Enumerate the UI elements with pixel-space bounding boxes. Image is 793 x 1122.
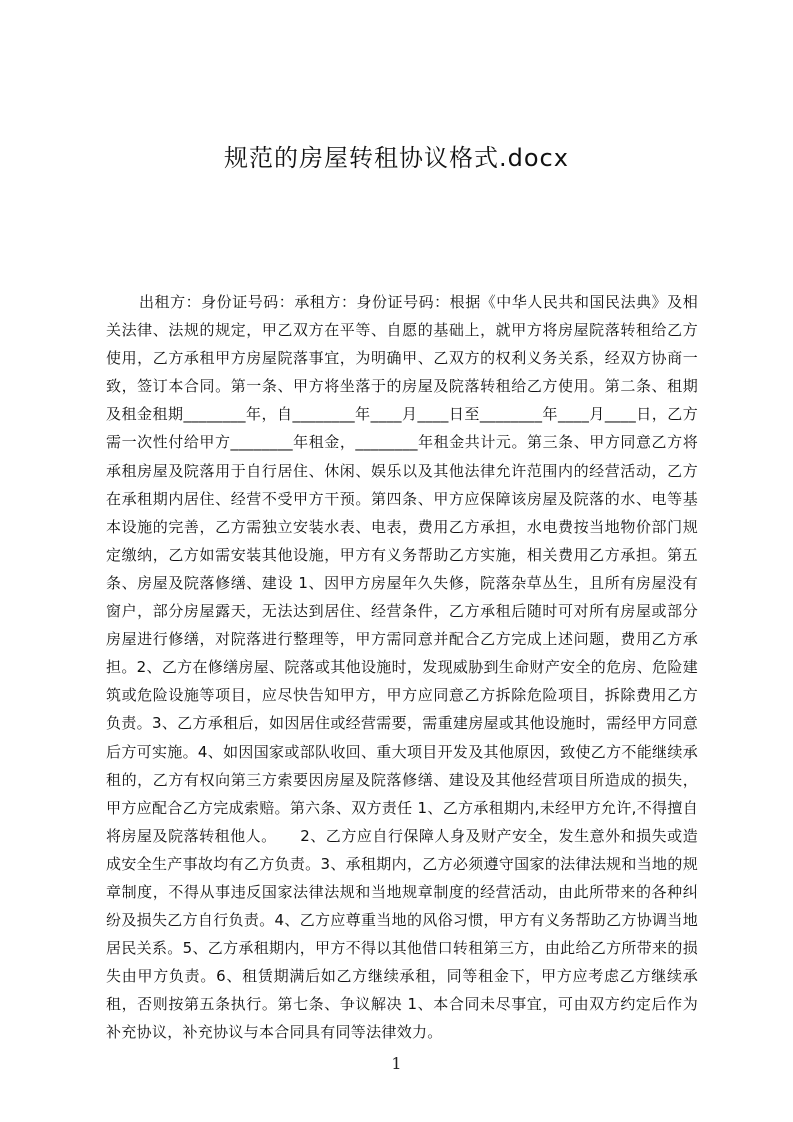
document-title: 规范的房屋转租协议格式.docx [224, 144, 569, 172]
document-body-text: 出租方：身份证号码：承租方：身份证号码：根据《中华人民共和国民法典》及相关法律、法规的规定，甲乙双方在平等、自愿的基础上，就甲方将房屋院落转租给乙方使用，乙方承租甲方房屋院落事宜，为明确甲、乙双方的权利义务关系，经双方协商一致，签订本合同。第一条、甲方将坐落于的房屋及院落转租给乙方使用。第二条、租期及租金租期________年，自________年____月____日至________年____月____日，乙方需一次性付给甲方________年租金，________年租金共计元。第三条、甲方同意乙方将承租房屋及院落用于自行居住、休闲、娱乐以及其他法律允许范围内的经营活动，乙方在承租期内居住、经营不受甲方干预。第四条、甲方应保障该房屋及院落的水、电等基本设施的完善，乙方需独立安装水表、电表，费用乙方承担，水电费按当地物价部门规定缴纳，乙方如需安装其他设施，甲方有义务帮助乙方实施，相关费用乙方承担。第五条、房屋及院落修缮、建设 1、因甲方房屋年久失修，院落杂草丛生，且所有房屋没有窗户，部分房屋露天，无法达到居住、经营条件，乙方承租后随时可对所有房屋或部分房屋进行修缮，对院落进行整理等，甲方需同意并配合乙方完成上述问题，费用乙方承担。2、乙方在修缮房屋、院落或其他设施时，发现威胁到生命财产安全的危房、危险建筑或危险设施等项目，应尽快告知甲方，甲方应同意乙方拆除危险项目，拆除费用乙方负责。3、乙方承租后，如因居住或经营需要，需重建房屋或其他设施时，需经甲方同意后方可实施。4、如因国家或部队收回、重大项目开发及其他原因，致使乙方不能继续承租的，乙方有权向第三方索要因房屋及院落修缮、建设及其他经营项目所造成的损失，甲方应配合乙方完成索赔。第六条、双方责任 1、乙方承租期内,未经甲方允许,不得擅自将房屋及院落转租他人。 2、乙方应自行保障人身及财产安全，发生意外和损失或造成安全生产事故均有乙方负责。3、承租期内，乙方必须遵守国家的法律法规和当地的规章制度，不得从事违反国家法律法规和当地规章制度的经营活动，由此所带来的各种纠纷及损失乙方自行负责。4、乙方应尊重当地的风俗习惯，甲方有义务帮助乙方协调当地居民关系。5、乙方承租期内，甲方不得以其他借口转租第三方，由此给乙方所带来的损失由甲方负责。6、租赁期满后如乙方继续承租，同等租金下，甲方应考虑乙方继续承租，否则按第五条执行。第七条、争议解决 1、本合同未尽事宜，可由双方约定后作为补充协议，补充协议与本合同具有同等法律效力。 [106, 293, 698, 1042]
page-number: 1 [391, 1054, 402, 1073]
